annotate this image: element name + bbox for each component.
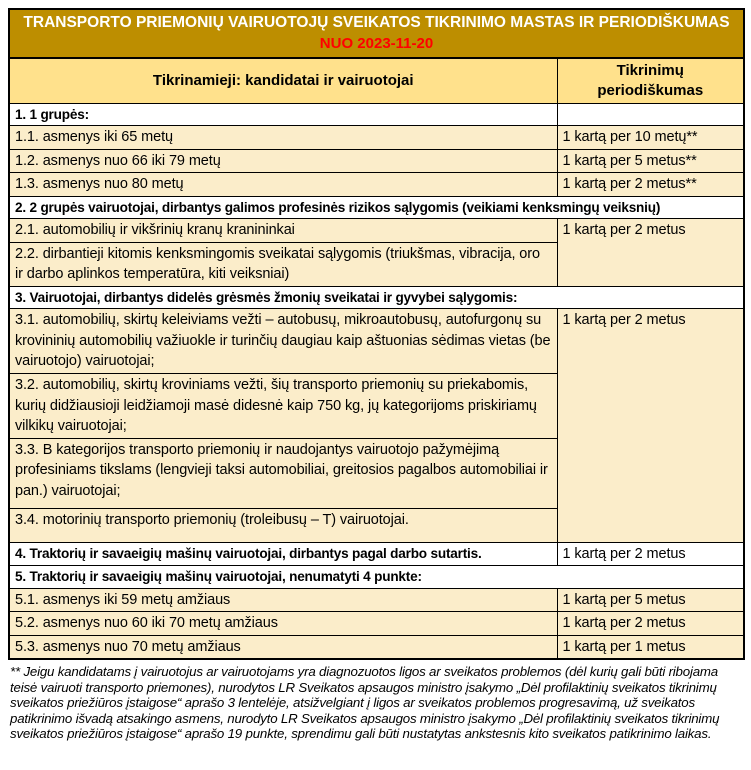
row-5-1-label: 5.1. asmenys iki 59 metų amžiaus (9, 588, 557, 612)
row-4-period: 1 kartą per 2 metus (557, 542, 744, 566)
row-2-2-label: 2.2. dirbantieji kitomis kenksmingomis sveikatai sąlygomis (triukšmas, vibracija, oro ir darbo aplinkos temperatūra, kiti veiksniai) (9, 242, 557, 286)
row-3-1-3-4-period: 1 kartą per 2 metus (557, 309, 744, 542)
row-2-1-2-2-period: 1 kartą per 2 metus (557, 219, 744, 287)
row-3-2-label: 3.2. automobilių, skirtų kroviniams vežti, šių transporto priemonių su priekabomis, kurių didžiausioji leidžiamoji masė didesnė kaip 750 kg, jų kategorijoms priskiriamų vilkikų vairuotojai; (9, 374, 557, 439)
effective-date: NUO 2023-11-20 (319, 34, 434, 52)
row-3-3-label: 3.3. B kategorijos transporto priemonių ir naudojantys vairuotojo pažymėjimą profesiniams tikslams (lengvieji taksi automobiliai, greitosios pagalbos automobiliai ir pan.) vairuotojai; (9, 438, 557, 508)
table-row (9, 173, 744, 197)
column-header-checked: Tikrinamieji: kandidatai ir vairuotojai (9, 58, 557, 103)
table-row (9, 612, 744, 636)
section-3-label: 3. Vairuotojai, dirbantys didelės grėsmės žmonių sveikatai ir gyvybei sąlygomis: (9, 286, 744, 308)
table-row (9, 566, 744, 588)
row-5-2-period: 1 kartą per 2 metus (557, 612, 744, 636)
table-row (9, 126, 744, 150)
row-5-1-period: 1 kartą per 5 metus (557, 588, 744, 612)
row-1-2-label: 1.2. asmenys nuo 66 iki 79 metų (9, 149, 557, 173)
section-4-label: 4. Traktorių ir savaeigių mašinų vairuotojai, dirbantys pagal darbo sutartis. (9, 542, 557, 566)
table-row (9, 103, 744, 125)
table-row (9, 542, 744, 566)
table-row (9, 309, 744, 374)
table-row (9, 196, 744, 218)
column-header-row (9, 58, 744, 103)
row-1-1-period: 1 kartą per 10 metų** (557, 126, 744, 150)
row-5-3-period: 1 kartą per 1 metus (557, 635, 744, 659)
row-5-2-label: 5.2. asmenys nuo 60 iki 70 metų amžiaus (9, 612, 557, 636)
row-5-3-label: 5.3. asmenys nuo 70 metų amžiaus (9, 635, 557, 659)
section-2-label: 2. 2 grupės vairuotojai, dirbantys galimos profesinės rizikos sąlygomis (veikiami kenksmingų veiksnių) (9, 196, 744, 218)
footnote: ** Jeigu kandidatams į vairuotojus ar vairuotojams yra diagnozuotos ligos ar sveikatos problemos (dėl kurių gali būti ribojama teisė vairuoti transporto priemones), nurodytos LR Sveikatos apsaugos ministro įsakymo „Dėl profilaktinių sveikatos tikrinimų sveikatos priežiūros įstaigose“ aprašo 3 lentelėje, atsižvelgiant į ligos ar sveikatos problemos progresavimą, už sveikatos patikrinimo išvadą atsakingo asmens, nurodyto LR Sveikatos apsaugos ministro įsakymo „Dėl profilaktinių sveikatos tikrinimų sveikatos priežiūros įstaigose“ aprašo 19 punkte, sprendimu gali būti nustatytas ankstesnis kito sveikatos patikrinimo laikas. (10, 664, 720, 742)
row-2-1-label: 2.1. automobilių ir vikšrinių kranų kranininkai (9, 219, 557, 243)
table-row (9, 286, 744, 308)
row-3-1-label: 3.1. automobilių, skirtų keleiviams vežti – autobusų, mikroautobusų, autofurgonų su krovininių automobilių važiuokle ir turinčių daugiau kaip aštuonias sėdimas vietas (be vairuotojo) vairuotojai; (9, 309, 557, 374)
table-title-cell (9, 9, 744, 58)
row-1-3-period: 1 kartą per 2 metus** (557, 173, 744, 197)
table-row (9, 219, 744, 243)
section-5-label: 5. Traktorių ir savaeigių mašinų vairuotojai, nenumatyti 4 punkte: (9, 566, 744, 588)
title-row (9, 9, 744, 58)
section-1-period-empty (557, 103, 744, 125)
column-header-period: Tikrinimų periodiškumas (557, 58, 744, 103)
table-row (9, 588, 744, 612)
row-3-4-label: 3.4. motorinių transporto priemonių (troleibusų – T) vairuotojai. (9, 508, 557, 542)
table-title: TRANSPORTO PRIEMONIŲ VAIRUOTOJŲ SVEIKATOS TIKRINIMO MASTAS IR PERIODIŠKUMAS (23, 14, 730, 31)
table-row (9, 149, 744, 173)
health-check-periodicity-table (8, 8, 745, 660)
row-1-1-label: 1.1. asmenys iki 65 metų (9, 126, 557, 150)
row-1-2-period: 1 kartą per 5 metus** (557, 149, 744, 173)
row-1-3-label: 1.3. asmenys nuo 80 metų (9, 173, 557, 197)
section-1-label: 1. 1 grupės: (9, 103, 557, 125)
table-row (9, 635, 744, 659)
